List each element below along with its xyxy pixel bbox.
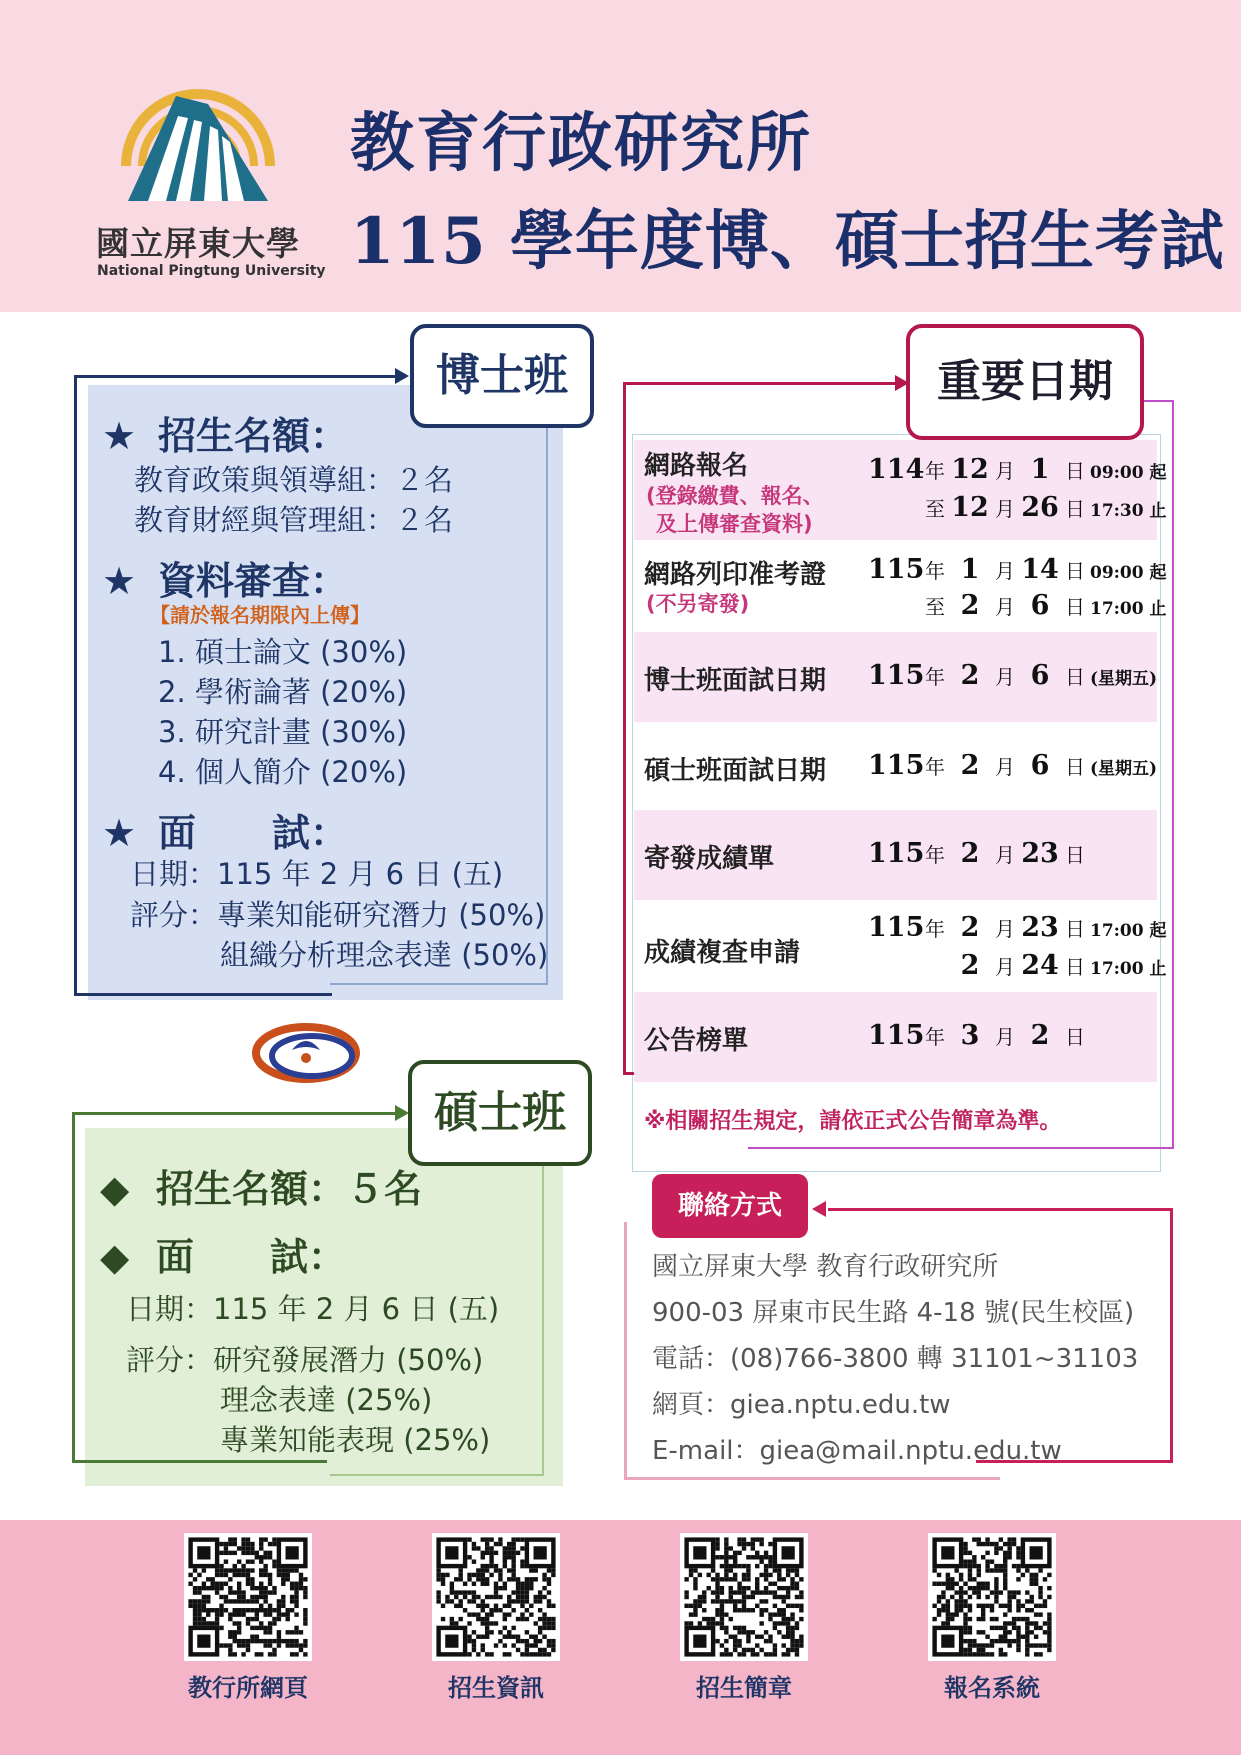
masters-connector-right-bottom <box>330 1474 544 1476</box>
doctoral-interview-date: 日期：115 年 2 月 6 日 (五) <box>130 857 504 891</box>
masters-interview-date: 日期：115 年 2 月 6 日 (五) <box>126 1292 500 1326</box>
date-row-sub: 及上傳審查資料) <box>656 512 813 536</box>
date-row <box>634 540 1167 632</box>
date-value: 114年 12 月 1 日 09:00 起 <box>868 454 1167 485</box>
giea-logo <box>252 1022 360 1084</box>
masters-interview-score: 評分：研究發展潛力 (50%) <box>126 1343 484 1377</box>
qr-label: 報名系統 <box>944 1674 1040 1702</box>
dates-tag: 重要日期 <box>906 324 1144 440</box>
date-row-label: 碩士班面試日期 <box>644 756 827 786</box>
arrow-right-icon <box>395 368 409 384</box>
date-row-sub: (登錄繳費、報名、 <box>646 484 824 508</box>
doctoral-tag: 博士班 <box>410 324 594 428</box>
doctoral-review-note: 【請於報名期限內上傳】 <box>150 603 370 627</box>
doctoral-interview-score: 評分：專業知能研究潛力 (50%) <box>130 898 546 932</box>
date-value: 115年 3 月 2 日 <box>868 1020 1085 1051</box>
doctoral-review-item: 1. 碩士論文 (30%) <box>158 635 408 669</box>
university-name-zh: 國立屏東大學 <box>96 224 300 263</box>
page-subtitle: 115 學年度博、碩士招生考試 <box>350 204 1225 279</box>
arrow-right-icon <box>395 1105 409 1121</box>
qr-label: 教行所網頁 <box>188 1674 308 1702</box>
contact-email: E-mail：giea@mail.nptu.edu.tw <box>652 1436 1062 1466</box>
contact-connector-top <box>828 1208 1173 1211</box>
qr-code-icon[interactable] <box>680 1533 808 1661</box>
date-row-sub: (不另寄發) <box>646 592 750 616</box>
masters-connector-top <box>72 1112 402 1115</box>
doctoral-connector-bottom <box>74 993 332 996</box>
arrow-left-icon <box>812 1201 826 1217</box>
date-row-label: 網路列印准考證 <box>644 560 827 590</box>
doctoral-interview-heading: ★ 面 試： <box>102 811 349 855</box>
doctoral-review-heading: ★ 資料審查： <box>102 559 349 603</box>
date-row <box>634 440 1167 540</box>
doctoral-connector-left <box>74 375 77 995</box>
date-row-label: 網路報名 <box>644 451 749 481</box>
date-value: 至 12 月 26 日 17:30 止 <box>925 492 1167 523</box>
doctoral-quota-item: 教育政策與領導組：２名 <box>134 463 454 497</box>
doctoral-interview-score: 組織分析理念表達 (50%) <box>220 938 549 972</box>
date-row <box>634 632 1157 722</box>
doctoral-review-item: 4. 個人簡介 (20%) <box>158 755 408 789</box>
diamond-icon: ◆ <box>100 1167 130 1211</box>
qr-code-icon[interactable] <box>928 1533 1056 1661</box>
masters-interview-heading: ◆ 面 試： <box>100 1235 347 1279</box>
masters-interview-score: 理念表達 (25%) <box>220 1383 433 1417</box>
star-icon: ★ <box>102 811 137 855</box>
date-row-label: 公告榜單 <box>644 1026 749 1056</box>
contact-address: 900-03 屏東市民生路 4-18 號(民生校區) <box>652 1298 1135 1328</box>
date-row-label: 成績複查申請 <box>644 938 801 968</box>
university-name-en: National Pingtung University <box>97 263 326 279</box>
masters-connector-bottom <box>72 1460 327 1463</box>
doctoral-connector-right-bottom <box>330 983 548 985</box>
contact-connector-left <box>624 1222 627 1480</box>
doctoral-quota-heading: ★ 招生名額： <box>102 414 349 458</box>
contact-phone: 電話：(08)766-3800 轉 31101~31103 <box>652 1344 1139 1374</box>
doctoral-review-item: 2. 學術論著 (20%) <box>158 675 408 709</box>
contact-connector-right <box>1170 1208 1173 1462</box>
dates-note: ※相關招生規定，請依正式公告簡章為準。 <box>644 1109 1062 1134</box>
page-title: 教育行政研究所 <box>350 106 812 181</box>
date-value: 115年 2 月 6 日 (星期五) <box>868 660 1158 691</box>
dates-connector-top <box>623 382 898 385</box>
doctoral-quota-item: 教育財經與管理組：２名 <box>134 503 454 537</box>
date-row-label: 博士班面試日期 <box>644 666 827 696</box>
date-row <box>634 722 1157 810</box>
masters-tag: 碩士班 <box>408 1060 592 1166</box>
date-row <box>634 900 1167 992</box>
masters-connector-right <box>542 1165 544 1475</box>
masters-interview-score: 專業知能表現 (25%) <box>220 1423 491 1457</box>
star-icon: ★ <box>102 559 137 603</box>
doctoral-connector-right <box>546 428 548 985</box>
date-value: 2 月 24 日 17:00 止 <box>960 950 1167 981</box>
contact-connector-bottom <box>624 1477 1000 1480</box>
dates-connector-right <box>1172 400 1174 1148</box>
contact-line: 國立屏東大學 教育行政研究所 <box>652 1252 999 1282</box>
date-row-label: 寄發成績單 <box>644 844 775 874</box>
diamond-icon: ◆ <box>100 1235 130 1279</box>
contact-tag: 聯絡方式 <box>652 1174 808 1238</box>
qr-code-icon[interactable] <box>184 1533 312 1661</box>
star-icon: ★ <box>102 414 137 458</box>
masters-connector-left <box>72 1112 75 1462</box>
dates-connector-right-bottom <box>748 1147 1174 1149</box>
date-value: 115年 2 月 6 日 (星期五) <box>868 750 1158 781</box>
university-logo <box>118 56 278 206</box>
qr-label: 招生簡章 <box>696 1674 792 1702</box>
date-value: 115年 2 月 23 日 <box>868 838 1085 869</box>
date-row <box>634 810 1157 900</box>
date-value: 至 2 月 6 日 17:00 止 <box>925 590 1167 621</box>
masters-quota-heading: ◆ 招生名額：５名 <box>100 1167 423 1211</box>
date-value: 115年 2 月 23 日 17:00 起 <box>868 912 1167 943</box>
qr-label: 招生資訊 <box>448 1674 544 1702</box>
dates-connector-left <box>623 382 626 1074</box>
doctoral-review-item: 3. 研究計畫 (30%) <box>158 715 408 749</box>
date-value: 115年 1 月 14 日 09:00 起 <box>868 554 1167 585</box>
doctoral-connector-top <box>74 375 404 378</box>
date-row <box>634 992 1157 1082</box>
dates-connector-right-top <box>1140 400 1174 402</box>
qr-code-icon[interactable] <box>432 1533 560 1661</box>
contact-website: 網頁：giea.nptu.edu.tw <box>652 1390 951 1420</box>
